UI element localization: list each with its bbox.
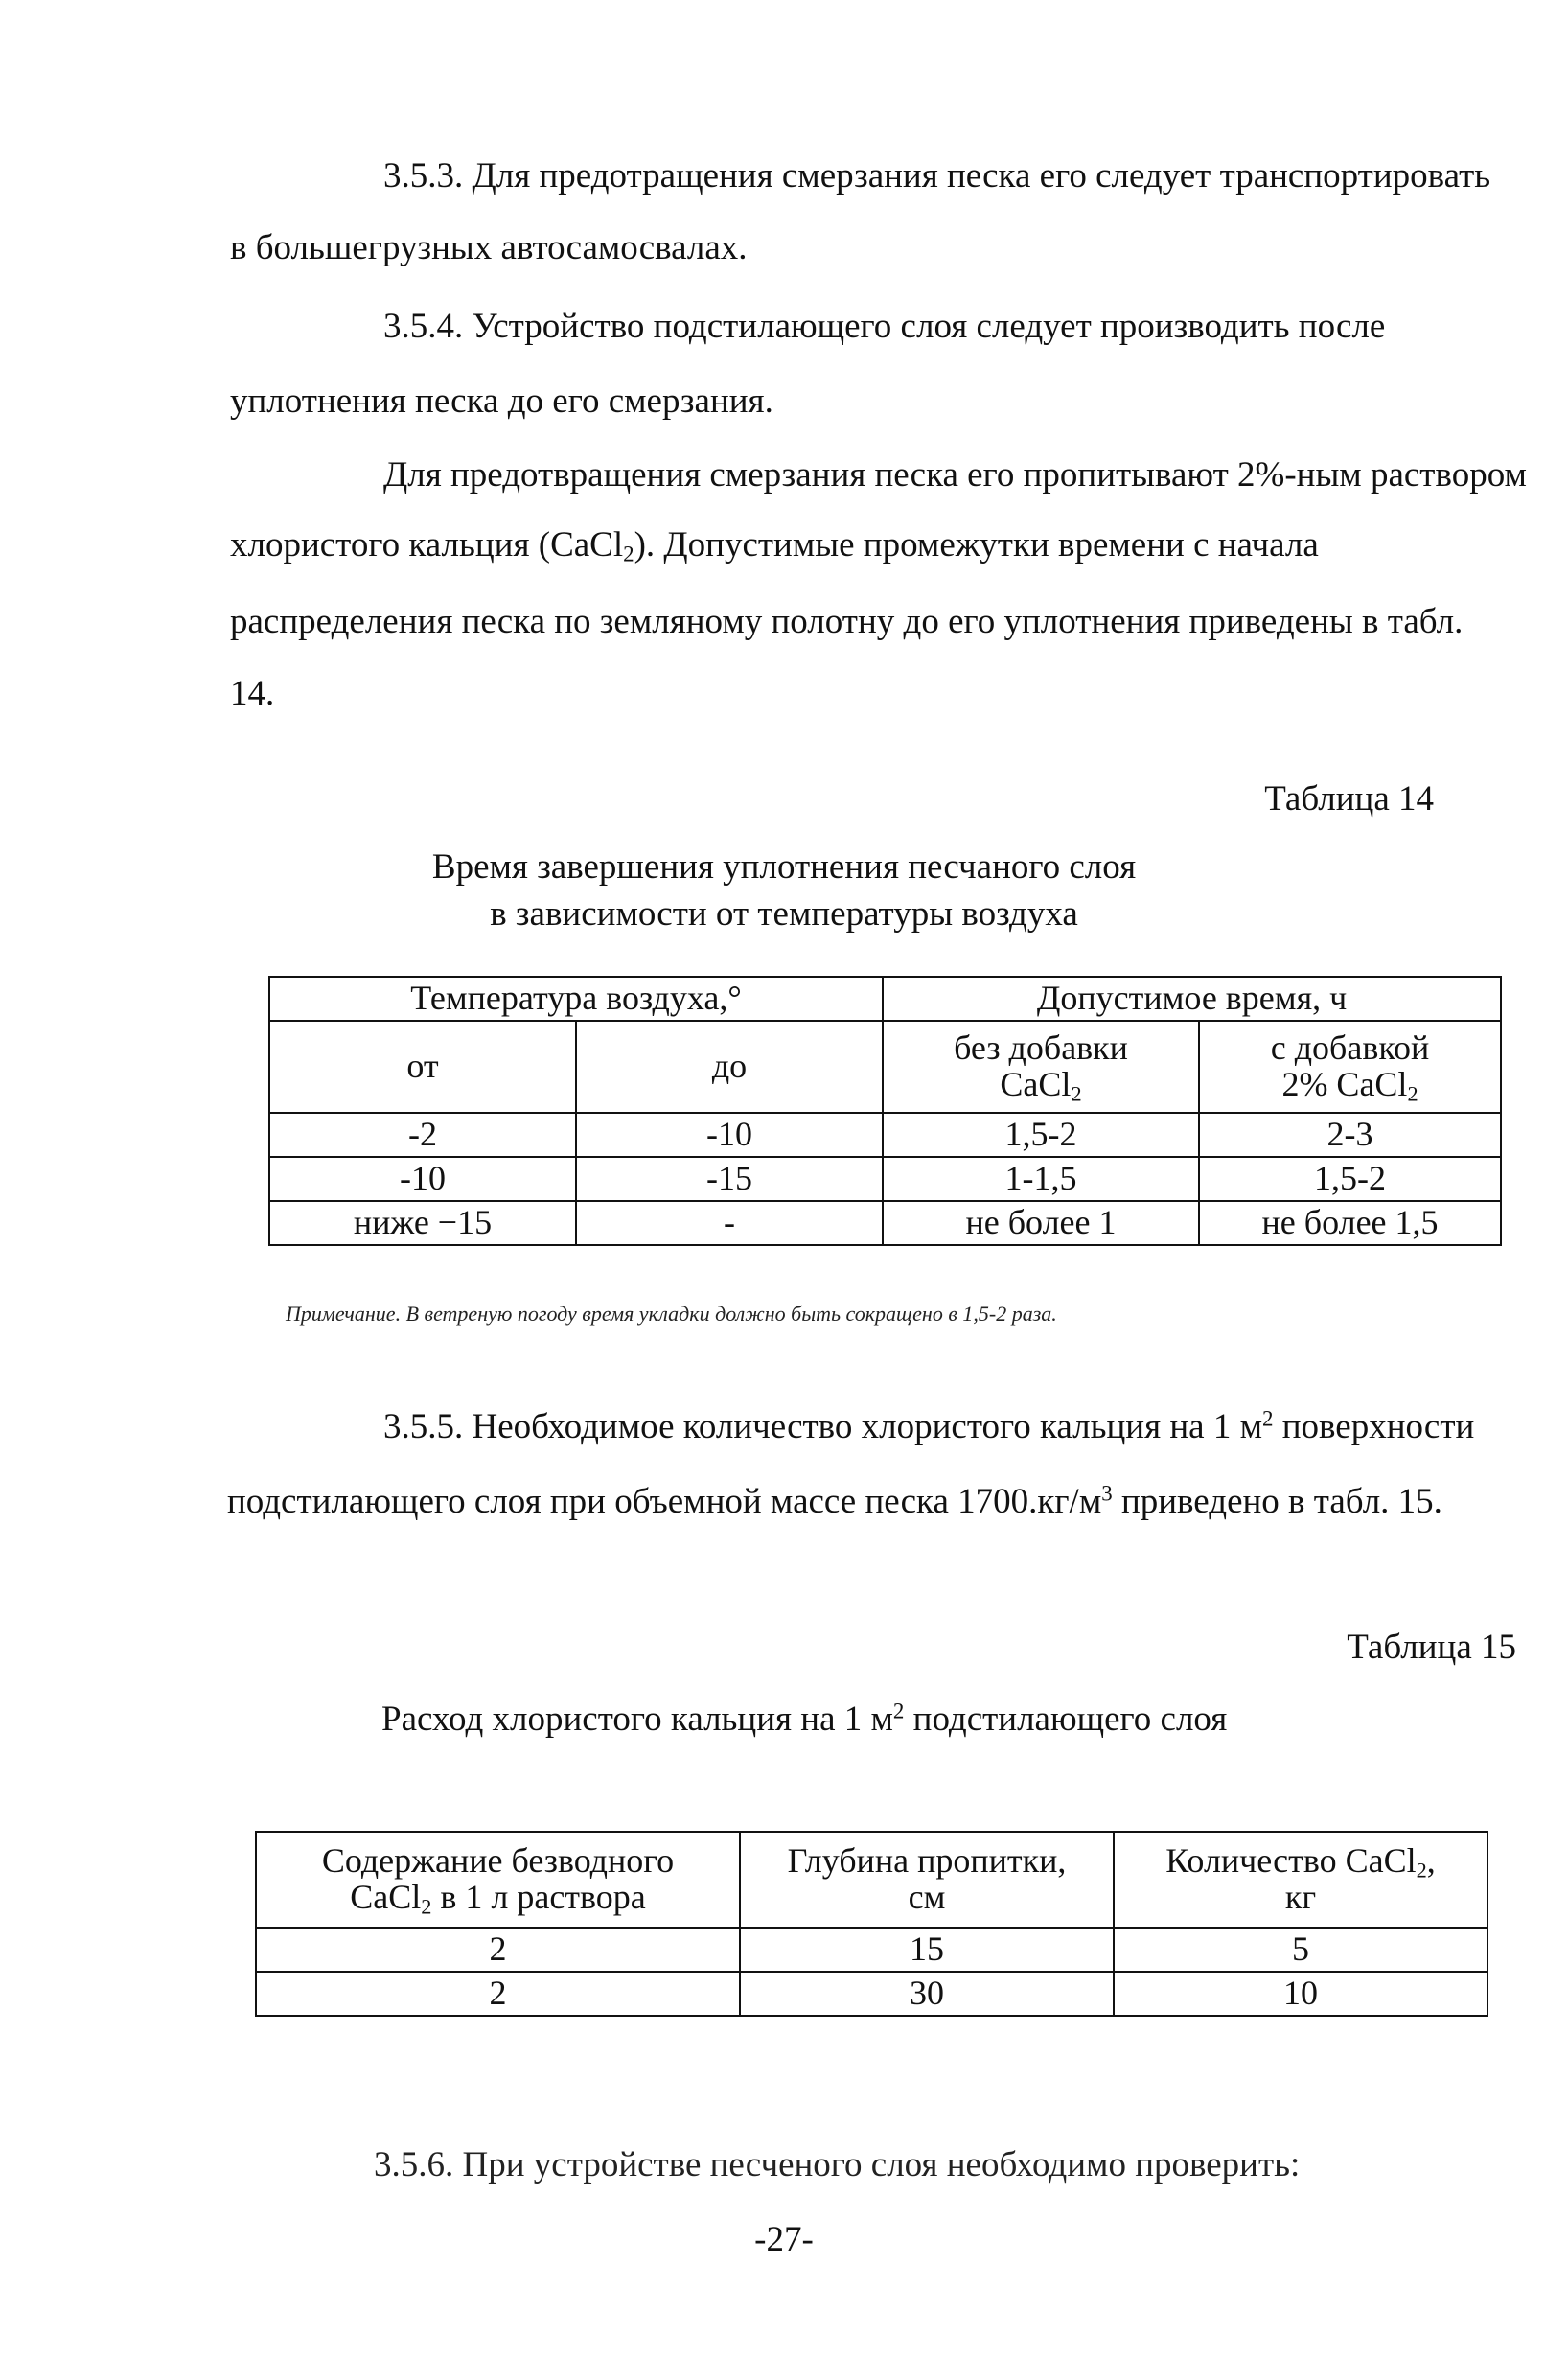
table-row xyxy=(269,1157,1501,1201)
table-15-header-depth-line-1: Глубина пропитки, xyxy=(787,1841,1067,1881)
table-14-cell: -15 xyxy=(576,1157,883,1201)
table-14-col-without-additive-subscript: 2 xyxy=(1071,1081,1082,1106)
page-number: -27- xyxy=(754,2220,814,2259)
table-15-cell: 2 xyxy=(256,1972,740,2016)
table-14-title-line-2: в зависимости от температуры воздуха xyxy=(490,894,1078,934)
paragraph-3-5-5-line-1-text-a: 3.5.5. Необходимое количество хлористого кальция на 1 м xyxy=(383,1407,1263,1446)
table-14-cell: -10 xyxy=(576,1113,883,1157)
table-14-col-with-additive-line-2: 2% CaCl xyxy=(1281,1065,1408,1103)
table-15-title xyxy=(381,1698,1228,1739)
table-14-col-from: от xyxy=(269,1021,576,1113)
table-14-header-temperature: Температура воздуха,° xyxy=(269,977,883,1021)
table-14-col-with-additive-subscript: 2 xyxy=(1407,1081,1418,1106)
table-14-cell: - xyxy=(576,1201,883,1245)
paragraph-prevention-line-1: Для предотвращения смерзания песка его пропитывают 2%-ным раствором xyxy=(383,455,1527,495)
table-14-col-with-additive-line-1: с добавкой xyxy=(1270,1028,1430,1068)
table-14-cell: 1-1,5 xyxy=(883,1157,1199,1201)
table-14-col-without-additive-line-1: без добавки xyxy=(954,1028,1128,1068)
table-15-header-content-subscript: 2 xyxy=(421,1894,432,1919)
table-14-cell: -10 xyxy=(269,1157,576,1201)
table-15-title-text-a: Расход хлористого кальция на 1 м xyxy=(381,1699,893,1739)
paragraph-3-5-4-line-1: 3.5.4. Устройство подстилающего слоя следует производить после xyxy=(383,307,1386,346)
table-14-label: Таблица 14 xyxy=(1264,779,1434,819)
paragraph-3-5-3-line-2: в большегрузных автосамосвалах. xyxy=(230,228,748,267)
paragraph-3-5-6: 3.5.6. При устройстве песченого слоя необходимо проверить: xyxy=(374,2145,1301,2184)
table-14-cell: 2-3 xyxy=(1199,1113,1501,1157)
table-14-cell: 1,5-2 xyxy=(1199,1157,1501,1201)
paragraph-3-5-4-line-2: уплотнения песка до его смерзания. xyxy=(230,381,773,421)
table-15-cell: 10 xyxy=(1114,1972,1487,2016)
table-14-cell: -2 xyxy=(269,1113,576,1157)
table-14-header-row xyxy=(269,977,1501,1021)
table-15-header-content-line-2-b: в 1 л раствора xyxy=(431,1878,646,1916)
table-15-cell: 2 xyxy=(256,1928,740,1972)
table-14-subheader-row xyxy=(269,1021,1501,1113)
paragraph-3-5-3-line-1: 3.5.3. Для предотращения смерзания песка его следует транспортировать xyxy=(383,156,1491,196)
table-14-cell: не более 1,5 xyxy=(1199,1201,1501,1245)
table-14 xyxy=(268,976,1502,1246)
table-14-col-without-additive xyxy=(883,1021,1199,1113)
paragraph-3-5-5-line-1-superscript: 2 xyxy=(1262,1406,1274,1431)
paragraph-3-5-5-line-2-superscript: 3 xyxy=(1101,1481,1113,1506)
table-15-header-amount-line-2: кг xyxy=(1284,1878,1317,1916)
paragraph-prevention-line-2-text-a: хлористого кальция (CaCl xyxy=(230,525,624,565)
paragraph-prevention-line-2-subscript: 2 xyxy=(623,542,634,566)
table-15-header-depth-line-2: см xyxy=(908,1878,946,1916)
table-15-title-text-b: подстилающего слоя xyxy=(904,1699,1228,1739)
table-15-cell: 30 xyxy=(740,1972,1114,2016)
paragraph-prevention-line-2 xyxy=(230,525,1319,566)
table-row xyxy=(256,1928,1487,1972)
table-14-title-line-1: Время завершения уплотнения песчаного слоя xyxy=(431,847,1137,887)
table-14-header-time: Допустимое время, ч xyxy=(883,977,1501,1021)
paragraph-3-5-5-line-2-text-b: приведено в табл. 15. xyxy=(1112,1482,1442,1521)
table-15-cell: 15 xyxy=(740,1928,1114,1972)
table-14-col-with-additive xyxy=(1199,1021,1501,1113)
table-15 xyxy=(255,1831,1488,2017)
paragraph-prevention-line-4: 14. xyxy=(230,674,275,713)
table-14-cell: 1,5-2 xyxy=(883,1113,1199,1157)
paragraph-3-5-5-line-1 xyxy=(383,1406,1475,1446)
table-15-header-content-line-2-a: CaCl xyxy=(350,1878,422,1916)
table-15-cell: 5 xyxy=(1114,1928,1487,1972)
table-15-header-amount-subscript: 2 xyxy=(1416,1858,1427,1883)
table-15-label: Таблица 15 xyxy=(1347,1628,1516,1667)
table-row xyxy=(256,1972,1487,2016)
table-15-header-content xyxy=(256,1832,740,1928)
paragraph-3-5-5-line-2-text-a: подстилающего слоя при объемной массе песка 1700.кг/м xyxy=(227,1482,1102,1521)
table-15-header-depth xyxy=(740,1832,1114,1928)
table-15-header-amount-line-1-a: Количество CaCl xyxy=(1165,1841,1417,1881)
table-15-header-row xyxy=(256,1832,1487,1928)
table-15-header-content-line-1: Содержание безводного xyxy=(321,1841,675,1881)
paragraph-3-5-5-line-1-text-b: поверхности xyxy=(1273,1407,1475,1446)
paragraph-prevention-line-3: распределения песка по земляному полотну до его уплотнения приведены в табл. xyxy=(230,602,1464,641)
table-row xyxy=(269,1113,1501,1157)
table-14-cell: не более 1 xyxy=(883,1201,1199,1245)
table-15-title-superscript: 2 xyxy=(892,1698,905,1723)
table-row xyxy=(269,1201,1501,1245)
table-15-header-amount-line-1-b: , xyxy=(1426,1841,1436,1881)
paragraph-3-5-5-line-2 xyxy=(227,1481,1442,1521)
paragraph-prevention-line-2-text-b: ). Допустимые промежутки времени с начала xyxy=(634,525,1319,565)
table-15-header-amount xyxy=(1114,1832,1487,1928)
table-14-col-to: до xyxy=(576,1021,883,1113)
table-14-note: Примечание. В ветреную погоду время укладки должно быть сокращено в 1,5-2 раза. xyxy=(286,1302,1057,1326)
table-14-cell: ниже −15 xyxy=(269,1201,576,1245)
table-14-col-without-additive-line-2: CaCl xyxy=(1000,1065,1072,1103)
